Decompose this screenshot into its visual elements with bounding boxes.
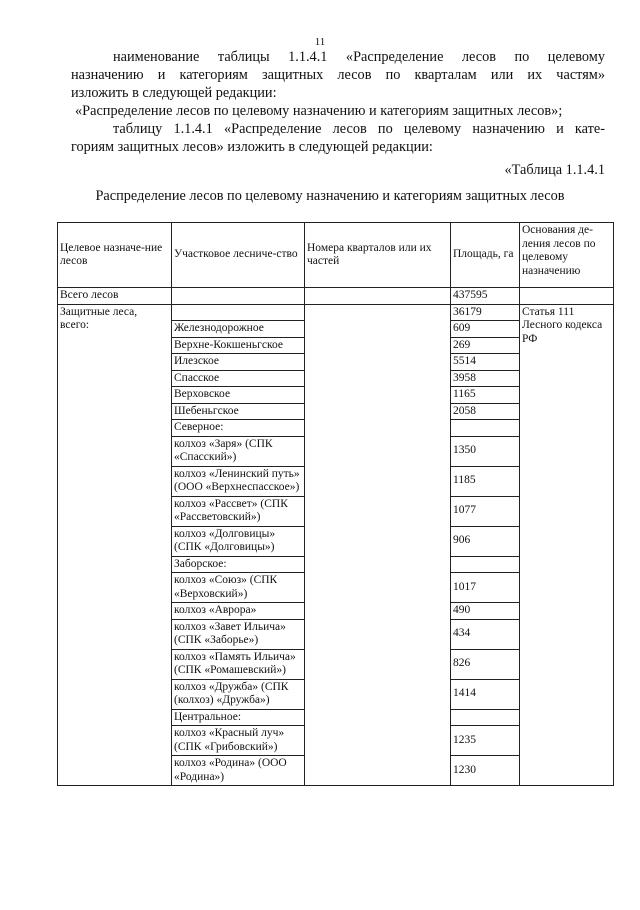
area-cell: 1414: [451, 679, 520, 709]
header-area: Площадь, га: [451, 223, 520, 288]
forestry-cell: колхоз «Заря» (СПК «Спасский»): [172, 436, 305, 466]
page-number: 11: [314, 36, 326, 48]
quarters-cell: [305, 304, 451, 786]
area-cell: 826: [451, 649, 520, 679]
table-header-row: [58, 223, 614, 288]
forest-distribution-table: [57, 222, 614, 786]
protective-basis: Статья 111 Лесного кодекса РФ: [520, 304, 614, 786]
forestry-cell: колхоз «Завет Ильича» (СПК «Заборье»): [172, 619, 305, 649]
area-cell: 1235: [451, 726, 520, 756]
intro-line: гориям защитных лесов» изложить в следующей редакции:: [71, 139, 433, 155]
area-cell: [451, 556, 520, 573]
area-cell: 490: [451, 603, 520, 620]
protective-area: 36179: [451, 304, 520, 321]
area-cell: 1077: [451, 496, 520, 526]
area-cell: 906: [451, 526, 520, 556]
area-cell: 609: [451, 321, 520, 338]
intro-line: наименование таблицы 1.1.4.1 «Распределение лесов по целевому: [113, 49, 605, 65]
area-cell: 434: [451, 619, 520, 649]
area-cell: 1185: [451, 466, 520, 496]
area-cell: [451, 709, 520, 726]
header-basis: Основания де-ления лесов по целевому назначению: [520, 223, 614, 288]
header-purpose: Целевое назначе-ние лесов: [58, 223, 172, 288]
area-cell: 5514: [451, 354, 520, 371]
forestry-cell: Илезское: [172, 354, 305, 371]
intro-line: «Распределение лесов по целевому назначению и категориям защитных лесов»;: [75, 103, 563, 119]
forestry-cell: Центральное:: [172, 709, 305, 726]
forestry-cell: Верховское: [172, 387, 305, 404]
forestry-cell: колхоз «Союз» (СПК «Верховский»): [172, 573, 305, 603]
table-row-protective: [58, 304, 614, 321]
empty-cell: [520, 288, 614, 305]
forestry-cell: колхоз «Родина» (ООО «Родина»): [172, 756, 305, 786]
forestry-cell: Заборское:: [172, 556, 305, 573]
area-cell: 1230: [451, 756, 520, 786]
total-area: 437595: [451, 288, 520, 305]
area-cell: 1350: [451, 436, 520, 466]
forestry-cell: колхоз «Аврора»: [172, 603, 305, 620]
empty-cell: [305, 288, 451, 305]
area-cell: 3958: [451, 370, 520, 387]
forestry-cell: Железнодорожное: [172, 321, 305, 338]
area-cell: 269: [451, 337, 520, 354]
forestry-cell: Верхне-Кокшеньгское: [172, 337, 305, 354]
forestry-cell: колхоз «Дружба» (СПК (колхоз) «Дружба»): [172, 679, 305, 709]
forestry-cell: колхоз «Красный луч» (СПК «Грибовский»): [172, 726, 305, 756]
area-cell: [451, 420, 520, 437]
forestry-cell: Шебеньгское: [172, 403, 305, 420]
forestry-cell: колхоз «Рассвет» (СПК «Рассветовский»): [172, 496, 305, 526]
forestry-cell: колхоз «Память Ильича» (СПК «Ромашевский»): [172, 649, 305, 679]
table-caption: Распределение лесов по целевому назначению и категориям защитных лесов: [95, 188, 565, 204]
area-cell: 1017: [451, 573, 520, 603]
area-cell: 2058: [451, 403, 520, 420]
forestry-cell: Спасское: [172, 370, 305, 387]
table-row-total: [58, 288, 614, 305]
header-forestry: Участковое лесниче-ство: [172, 223, 305, 288]
intro-line: назначению и категориям защитных лесов по кварталам или их частям»: [71, 67, 605, 83]
empty-cell: [172, 304, 305, 321]
intro-text: [71, 48, 605, 179]
total-label: Всего лесов: [58, 288, 172, 305]
forestry-cell: колхоз «Долговицы» (СПК «Долговицы»): [172, 526, 305, 556]
area-cell: 1165: [451, 387, 520, 404]
empty-cell: [172, 288, 305, 305]
header-quarters: Номера кварталов или их частей: [305, 223, 451, 288]
intro-line: изложить в следующей редакции:: [71, 85, 277, 101]
intro-line: таблицу 1.1.4.1 «Распределение лесов по целевому назначению и кате-: [113, 121, 605, 137]
table-label: «Таблица 1.1.4.1: [504, 162, 605, 178]
protective-label: Защитные леса, всего:: [58, 304, 172, 786]
forestry-cell: Северное:: [172, 420, 305, 437]
forestry-cell: колхоз «Ленинский путь» (ООО «Верхнеспасское»): [172, 466, 305, 496]
